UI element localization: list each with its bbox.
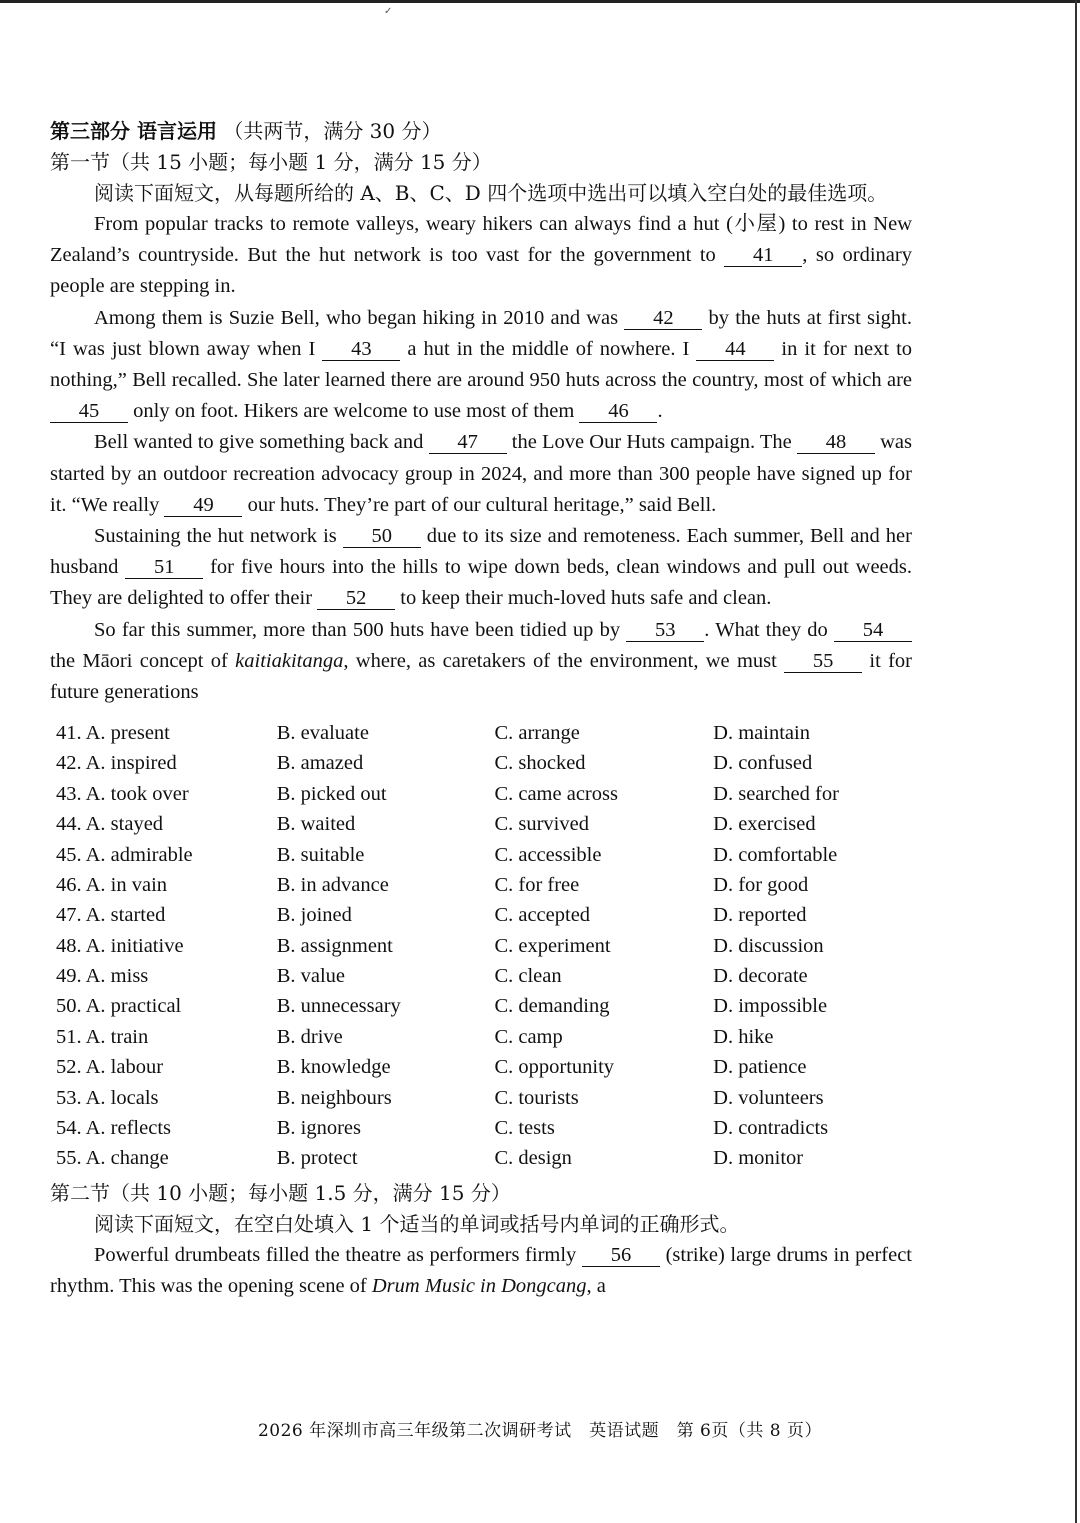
blank-48: 48 <box>797 431 875 454</box>
blank-49: 49 <box>164 494 242 517</box>
section2-heading: 第二节（共 10 小题；每小题 1.5 分，满分 15 分） <box>50 1181 511 1206</box>
option-row-45: 45. A. admirable B. suitable C. accessible D. comfortable <box>56 843 838 866</box>
option-row-44: 44. A. stayed B. waited C. survived D. exercised <box>56 813 816 836</box>
answer-options-table <box>50 718 912 1174</box>
maori-term: kaitiakitanga <box>235 649 344 672</box>
option-row-53: 53. A. locals B. neighbours C. tourists D. volunteers <box>56 1086 824 1109</box>
blank-41: 41 <box>724 244 802 267</box>
blank-53: 53 <box>626 619 704 642</box>
blank-54: 54 <box>834 619 912 642</box>
option-row-43: 43. A. took over B. picked out C. came across D. searched for <box>56 782 839 805</box>
option-row-49: 49. A. miss B. value C. clean D. decorate <box>56 965 808 988</box>
passage-paragraph-3: Bell wanted to give something back and 47 the Love Our Huts campaign. The 48 was started by an outdoor recreation advocacy group in 2024, and more than 300 people have signed up for it. “We really 49 our huts. They’re part of our cultural heritage,” said Bell. <box>50 431 912 516</box>
passage-paragraph-1: From popular tracks to remote valleys, weary hikers can always find a hut (小屋) to rest in New Zealand’s countryside. But the hut network is too vast for the government to 41 , so ordinary people are stepping in. <box>50 213 912 298</box>
passage-paragraph-5: So far this summer, more than 500 huts have been tidied up by 53 . What they do 54 the Māori concept of kaitiakitanga, where, as caretakers of the environment, we must 55 it for future generations <box>50 618 913 704</box>
option-row-52: 52. A. labour B. knowledge C. opportunity D. patience <box>56 1056 807 1079</box>
passage-paragraph-2: Among them is Suzie Bell, who began hiking in 2010 and was 42 by the huts at first sight. “I was just blown away when I 43 a hut in the middle of nowhere. I 44 in it for next to nothing,” Bell recalled. She later learned there are around 950 huts across the country, most of which are 45 only on foot. Hikers are welcome to use most of them 46 . <box>50 306 913 423</box>
blank-42: 42 <box>624 307 702 330</box>
blank-50: 50 <box>343 525 421 548</box>
scan-mark: ✓ <box>384 6 393 17</box>
section2-paragraph-1: Powerful drumbeats filled the theatre as performers firmly 56 (strike) large drums in perfect rhythm. This was the opening scene of Drum Music in Dongcang, a <box>50 1244 912 1298</box>
option-row-51: 51. A. train B. drive C. camp D. hike <box>56 1025 774 1048</box>
passage-paragraph-4: Sustaining the hut network is 50 due to its size and remoteness. Each summer, Bell and her husband 51 for five hours into the hills to wipe down beds, clean windows and pull out weeds. They are delighted to offer their 52 to keep their much-loved huts safe and clean. <box>50 525 913 610</box>
blank-52: 52 <box>317 587 395 610</box>
option-row-41: 41. A. present B. evaluate C. arrange D. maintain <box>56 721 810 744</box>
blank-45: 45 <box>50 400 128 423</box>
blank-56: 56 <box>582 1244 660 1267</box>
section2-instruction: 阅读下面短文，在空白处填入 1 个适当的单词或括号内单词的正确形式。 <box>94 1212 740 1237</box>
performance-title: Drum Music in Dongcang <box>371 1275 587 1298</box>
blank-46: 46 <box>579 400 657 423</box>
option-row-42: 42. A. inspired B. amazed C. shocked D. confused <box>56 752 813 775</box>
exam-page <box>50 116 912 1303</box>
part-heading: 第三部分 语言运用 （共两节，满分 30 分） <box>50 119 442 143</box>
section1-instruction: 阅读下面短文，从每题所给的 A、B、C、D 四个选项中选出可以填入空白处的最佳选项。 <box>94 181 888 205</box>
option-row-48: 48. A. initiative B. assignment C. experiment D. discussion <box>56 934 824 957</box>
option-row-46: 46. A. in vain B. in advance C. for free D. for good <box>56 873 809 896</box>
page-footer: 2026 年深圳市高三年级第二次调研考试 英语试题 第 6页（共 8 页） <box>257 1421 822 1441</box>
section1-heading: 第一节（共 15 小题；每小题 1 分，满分 15 分） <box>50 150 492 174</box>
blank-44: 44 <box>696 338 774 361</box>
option-row-55: 55. A. change B. protect C. design D. monitor <box>56 1147 804 1170</box>
option-row-54: 54. A. reflects B. ignores C. tests D. contradicts <box>56 1117 829 1140</box>
option-row-50: 50. A. practical B. unnecessary C. demanding D. impossible <box>56 995 828 1018</box>
option-row-47: 47. A. started B. joined C. accepted D. reported <box>56 904 807 927</box>
blank-43: 43 <box>322 338 400 361</box>
blank-51: 51 <box>125 556 203 579</box>
scan-right-border <box>1075 0 1077 1523</box>
blank-55: 55 <box>784 650 862 673</box>
scan-top-border <box>0 0 1080 3</box>
blank-47: 47 <box>429 431 507 454</box>
